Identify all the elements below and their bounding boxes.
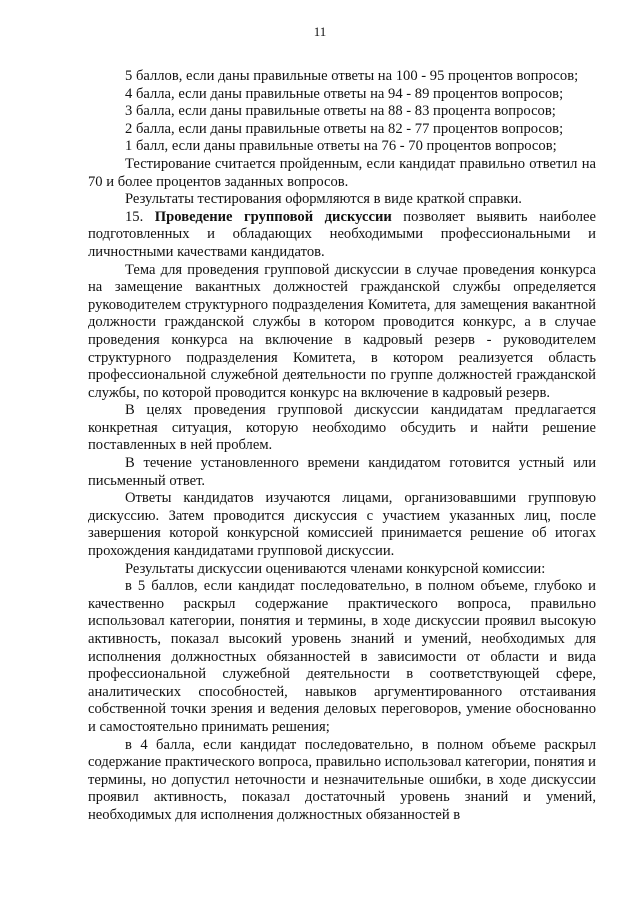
testing-score-5: 5 баллов, если даны правильные ответы на 100 - 95 процентов вопросов; (125, 68, 579, 84)
testing-score-1: 1 балл, если даны правильные ответы на 76 - 70 процентов вопросов; (125, 138, 557, 155)
section-15-number: 15. (125, 208, 144, 225)
discussion-topic-paragraph: Тема для проведения групповой дискуссии в случае проведения конкурса на замещение вакантных должностей гражданской службы определяется руководителем структурного подразделения Комитета, для замещения вакантной должности гражданской службы в котором проводится конкурс, а в случае проведения конкурса на включение в кадровый резерв - руководителем структурного подразделения Комитета, в котором реализуется область профессиональной служебной деятельности по группе должностей гражданской службы, по которой проводится конкурс на включение в кадровый резерв. (88, 261, 596, 401)
testing-score-2: 2 балла, если даны правильные ответы на 82 - 77 процентов вопросов; (125, 120, 564, 137)
discussion-answer-paragraph: В течение установленного времени кандидатом готовится устный или письменный ответ. (88, 455, 596, 489)
testing-score-list (88, 68, 596, 156)
testing-results: Результаты тестирования оформляются в виде краткой справки. (125, 191, 522, 208)
section-15-paragraph (88, 209, 596, 262)
testing-score-3: 3 балла, если даны правильные ответы на 88 - 83 процента вопросов; (125, 103, 556, 120)
document-body (88, 68, 596, 825)
discussion-evaluation-paragraph: Результаты дискуссии оцениваются членами конкурсной комиссии: (125, 560, 546, 577)
discussion-study-paragraph: Ответы кандидатов изучаются лицами, организовавшими групповую дискуссию. Затем проводится дискуссия с участием указанных лиц, после завершения которой конкурсной комиссией принимается решение об итогах прохождения кандидатами групповой дискуссии. (88, 490, 596, 560)
testing-score-4: 4 балла, если даны правильные ответы на 94 - 89 процентов вопросов; (125, 85, 564, 102)
discussion-five-points-paragraph: в 5 баллов, если кандидат последовательно, в полном объеме, глубоко и качественно раскрыл содержание практического вопроса, правильно использовал категории, понятия и термины, в ходе дискуссии проявил высокую активность, показал высокий уровень знаний и умений, необходимых для исполнения должностных обязанностей в зависимости от области и вида профессиональной служебной деятельности в соответствующей сфере, аналитических способностей, навыков аргументированного отстаивания собственной точки зрения и ведения деловых переговоров, умение обоснованно и самостоятельно принимать решения; (88, 578, 596, 735)
testing-pass-rule: Тестирование считается пройденным, если кандидат правильно ответил на 70 и более процентов заданных вопросов. (88, 155, 596, 190)
page-number: 11 (313, 24, 327, 39)
discussion-situation-paragraph: В целях проведения групповой дискуссии кандидатам предлагается конкретная ситуация, которую необходимо обсудить и найти решение поставленных в ней проблем. (88, 402, 596, 454)
discussion-four-points-paragraph: в 4 балла, если кандидат последовательно, в полном объеме раскрыл содержание практического вопроса, правильно использовал категории, понятия и термины, но допустил неточности и незначительные ошибки, в ходе дискуссии проявил активность, показал достаточный уровень знаний и умений, необходимых для исполнения должностных обязанностей в (88, 736, 596, 823)
section-15-intro: позволяет выявить наиболее подготовленных и обладающих необходимыми профессиональными и личностными качествами кандидатов. (88, 208, 596, 260)
section-15-title: Проведение групповой дискуссии (154, 208, 392, 225)
